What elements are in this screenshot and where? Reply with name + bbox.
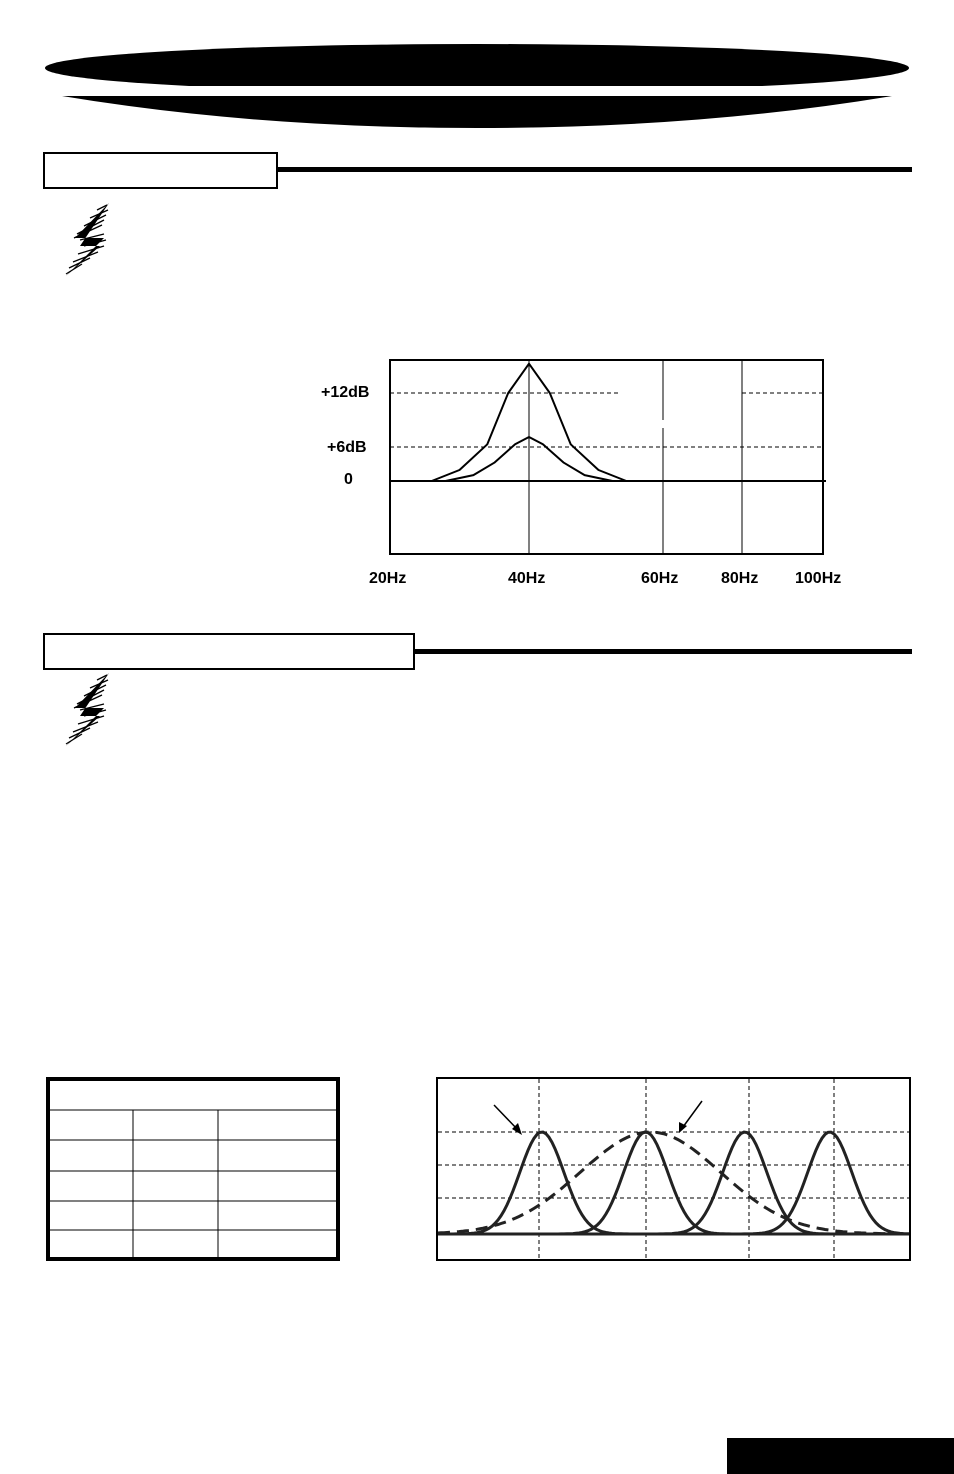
header-banner	[0, 0, 954, 140]
banner-lower-lens	[62, 96, 892, 128]
eq-response-chart	[388, 358, 826, 556]
banner-upper-lens	[45, 44, 909, 92]
x-tick-20hz: 20Hz	[369, 570, 407, 587]
lightning-bolt-icon	[60, 670, 116, 748]
frequency-table	[46, 1077, 340, 1261]
page-number-tab	[727, 1438, 954, 1474]
chart1-frame	[390, 360, 823, 554]
y-tick-6db: +6dB	[327, 439, 367, 456]
section-1-rule	[278, 167, 912, 172]
section-1-title-box	[43, 152, 278, 189]
section-2-title-box	[43, 633, 415, 670]
x-tick-80hz: 80Hz	[721, 570, 759, 587]
y-tick-12db: +12dB	[321, 384, 370, 401]
band-overlap-chart	[436, 1077, 912, 1262]
section-2-rule	[415, 649, 912, 654]
x-tick-40hz: 40Hz	[508, 570, 546, 587]
y-tick-0db: 0	[344, 471, 353, 488]
x-tick-60hz: 60Hz	[641, 570, 679, 587]
x-tick-100hz: 100Hz	[795, 570, 842, 587]
lightning-bolt-icon	[60, 200, 116, 278]
